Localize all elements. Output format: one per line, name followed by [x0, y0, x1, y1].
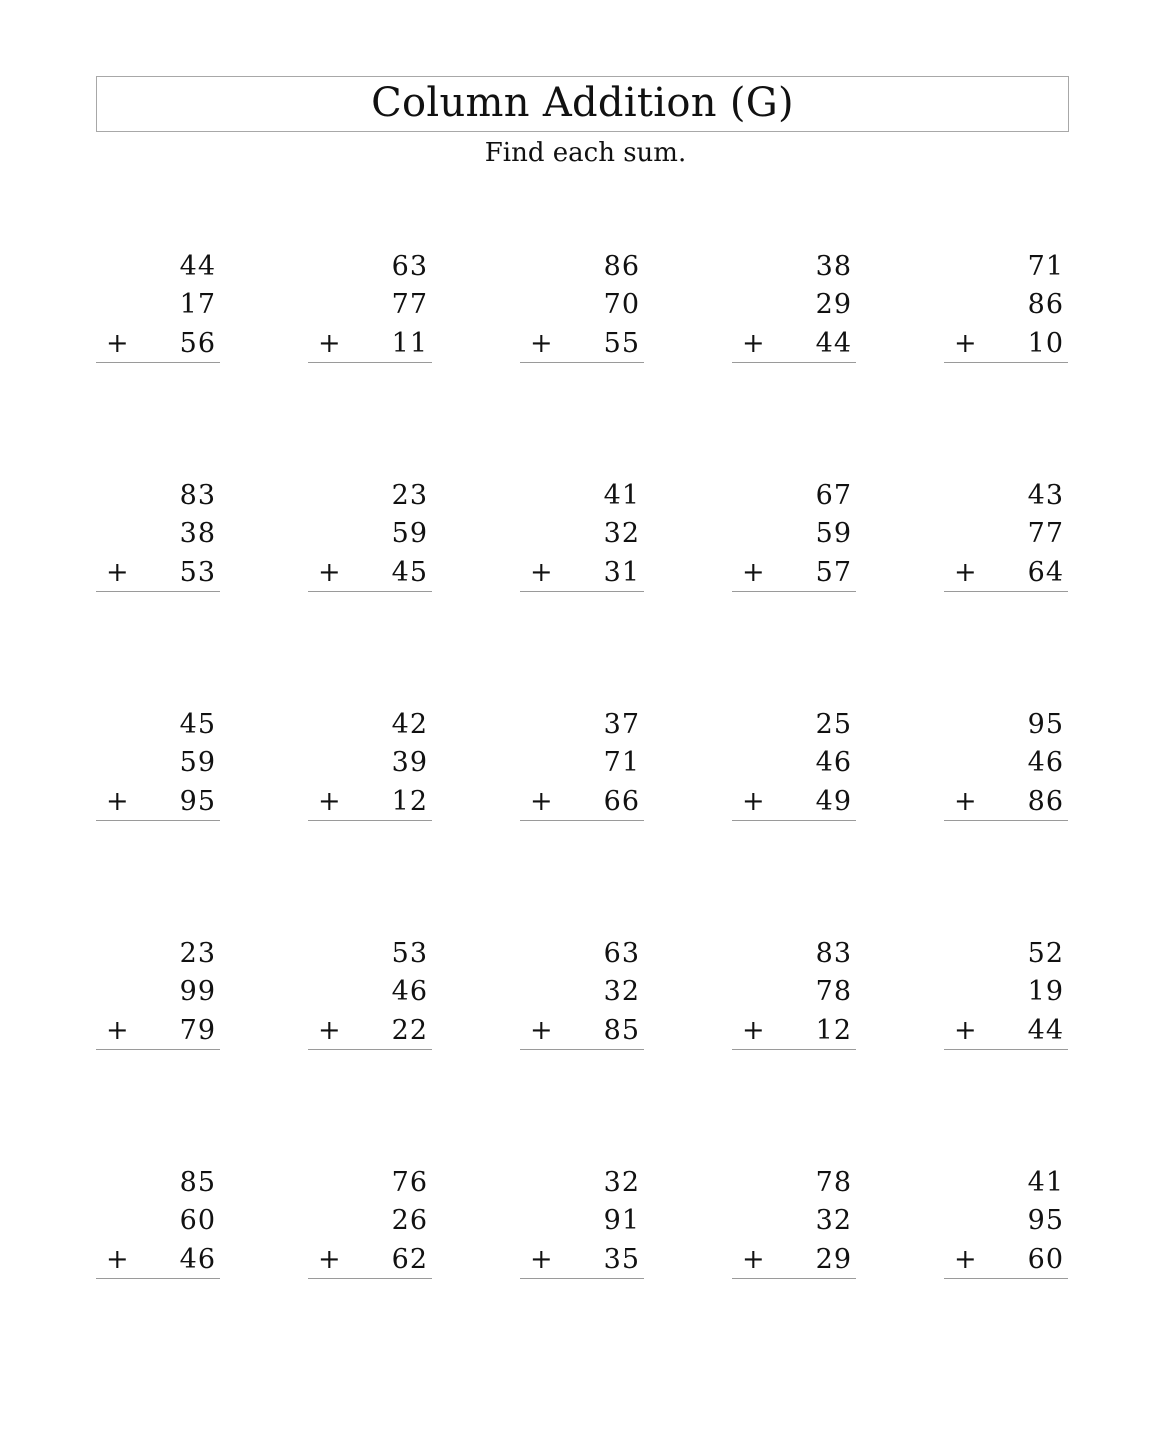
- answer-line: [732, 362, 856, 363]
- addend-2: 77: [391, 289, 428, 320]
- answer-line: [944, 1049, 1068, 1050]
- answer-line: [308, 820, 432, 821]
- addition-problem: [732, 477, 856, 706]
- title-box: [96, 76, 1069, 132]
- plus-sign: +: [530, 1015, 553, 1046]
- addend-3: 45: [391, 557, 428, 588]
- addition-problem: [944, 935, 1068, 1164]
- addend-1: 71: [1027, 251, 1064, 282]
- addend-2: 71: [603, 747, 640, 778]
- answer-line: [308, 362, 432, 363]
- addition-problem: [944, 1164, 1068, 1393]
- addend-3: 44: [815, 328, 852, 359]
- addend-1: 52: [1027, 938, 1064, 969]
- plus-sign: +: [106, 1015, 129, 1046]
- plus-sign: +: [742, 328, 765, 359]
- addition-problem: [308, 477, 432, 706]
- addend-2: 86: [1027, 289, 1064, 320]
- plus-sign: +: [742, 1244, 765, 1275]
- plus-sign: +: [530, 557, 553, 588]
- addend-3: 57: [815, 557, 852, 588]
- plus-sign: +: [530, 328, 553, 359]
- answer-line: [520, 1278, 644, 1279]
- addend-2: 59: [179, 747, 216, 778]
- addition-problem: [944, 706, 1068, 935]
- plus-sign: +: [318, 328, 341, 359]
- answer-line: [96, 1278, 220, 1279]
- plus-sign: +: [954, 786, 977, 817]
- plus-sign: +: [318, 1015, 341, 1046]
- answer-line: [308, 591, 432, 592]
- addend-2: 32: [603, 976, 640, 1007]
- problem-grid: [96, 248, 1071, 1393]
- answer-line: [520, 1049, 644, 1050]
- addition-problem: [944, 477, 1068, 706]
- addend-1: 23: [391, 480, 428, 511]
- addend-1: 67: [815, 480, 852, 511]
- answer-line: [308, 1278, 432, 1279]
- addend-3: 31: [603, 557, 640, 588]
- addend-3: 12: [815, 1015, 852, 1046]
- addend-1: 42: [391, 709, 428, 740]
- addend-3: 35: [603, 1244, 640, 1275]
- answer-line: [96, 362, 220, 363]
- plus-sign: +: [954, 1015, 977, 1046]
- addend-2: 77: [1027, 518, 1064, 549]
- addend-1: 86: [603, 251, 640, 282]
- addend-3: 53: [179, 557, 216, 588]
- addition-problem: [732, 935, 856, 1164]
- plus-sign: +: [530, 786, 553, 817]
- addition-problem: [520, 248, 644, 477]
- addition-problem: [732, 706, 856, 935]
- answer-line: [944, 362, 1068, 363]
- answer-line: [732, 1278, 856, 1279]
- addend-2: 17: [179, 289, 216, 320]
- plus-sign: +: [106, 1244, 129, 1275]
- answer-line: [520, 591, 644, 592]
- addend-3: 95: [179, 786, 216, 817]
- addend-1: 41: [603, 480, 640, 511]
- addend-2: 95: [1027, 1205, 1064, 1236]
- addend-3: 22: [391, 1015, 428, 1046]
- page-title: Column Addition (G): [371, 80, 794, 126]
- addend-2: 29: [815, 289, 852, 320]
- addend-3: 62: [391, 1244, 428, 1275]
- addend-1: 23: [179, 938, 216, 969]
- addend-1: 43: [1027, 480, 1064, 511]
- addend-3: 64: [1027, 557, 1064, 588]
- answer-line: [96, 820, 220, 821]
- addend-3: 56: [179, 328, 216, 359]
- addend-1: 38: [815, 251, 852, 282]
- addend-1: 32: [603, 1167, 640, 1198]
- addend-2: 46: [1027, 747, 1064, 778]
- answer-line: [732, 1049, 856, 1050]
- addition-problem: [96, 935, 220, 1164]
- answer-line: [520, 362, 644, 363]
- answer-line: [520, 820, 644, 821]
- addend-2: 46: [815, 747, 852, 778]
- answer-line: [944, 1278, 1068, 1279]
- instructions: Find each sum.: [484, 138, 687, 168]
- answer-line: [944, 820, 1068, 821]
- plus-sign: +: [742, 786, 765, 817]
- addition-problem: [308, 935, 432, 1164]
- addend-2: 38: [179, 518, 216, 549]
- addend-3: 85: [603, 1015, 640, 1046]
- addend-2: 59: [391, 518, 428, 549]
- addend-3: 66: [603, 786, 640, 817]
- addition-problem: [520, 1164, 644, 1393]
- answer-line: [944, 591, 1068, 592]
- addition-problem: [96, 477, 220, 706]
- addition-problem: [96, 706, 220, 935]
- plus-sign: +: [742, 557, 765, 588]
- addend-2: 99: [179, 976, 216, 1007]
- addend-2: 46: [391, 976, 428, 1007]
- plus-sign: +: [954, 328, 977, 359]
- plus-sign: +: [954, 1244, 977, 1275]
- addend-1: 83: [179, 480, 216, 511]
- addend-2: 59: [815, 518, 852, 549]
- addend-3: 11: [391, 328, 428, 359]
- addend-3: 49: [815, 786, 852, 817]
- addend-1: 44: [179, 251, 216, 282]
- addend-2: 60: [179, 1205, 216, 1236]
- addend-2: 39: [391, 747, 428, 778]
- addend-2: 78: [815, 976, 852, 1007]
- addend-1: 53: [391, 938, 428, 969]
- addition-problem: [96, 248, 220, 477]
- addend-2: 91: [603, 1205, 640, 1236]
- plus-sign: +: [954, 557, 977, 588]
- addition-problem: [520, 706, 644, 935]
- addend-1: 83: [815, 938, 852, 969]
- plus-sign: +: [318, 1244, 341, 1275]
- addend-3: 79: [179, 1015, 216, 1046]
- addend-1: 76: [391, 1167, 428, 1198]
- addend-3: 29: [815, 1244, 852, 1275]
- addend-3: 12: [391, 786, 428, 817]
- addend-3: 10: [1027, 328, 1064, 359]
- addition-problem: [944, 248, 1068, 477]
- addend-1: 63: [391, 251, 428, 282]
- addend-3: 44: [1027, 1015, 1064, 1046]
- addend-2: 32: [603, 518, 640, 549]
- plus-sign: +: [530, 1244, 553, 1275]
- plus-sign: +: [106, 557, 129, 588]
- addition-problem: [96, 1164, 220, 1393]
- addend-3: 46: [179, 1244, 216, 1275]
- addition-problem: [308, 248, 432, 477]
- addend-3: 60: [1027, 1244, 1064, 1275]
- plus-sign: +: [742, 1015, 765, 1046]
- plus-sign: +: [106, 328, 129, 359]
- answer-line: [96, 1049, 220, 1050]
- plus-sign: +: [318, 557, 341, 588]
- addend-2: 19: [1027, 976, 1064, 1007]
- addend-2: 26: [391, 1205, 428, 1236]
- addend-2: 70: [603, 289, 640, 320]
- plus-sign: +: [318, 786, 341, 817]
- answer-line: [96, 591, 220, 592]
- plus-sign: +: [106, 786, 129, 817]
- addend-1: 37: [603, 709, 640, 740]
- answer-line: [732, 820, 856, 821]
- addend-1: 95: [1027, 709, 1064, 740]
- addend-1: 85: [179, 1167, 216, 1198]
- addition-problem: [308, 706, 432, 935]
- addend-1: 41: [1027, 1167, 1064, 1198]
- addend-2: 32: [815, 1205, 852, 1236]
- addition-problem: [520, 477, 644, 706]
- addend-1: 45: [179, 709, 216, 740]
- addend-3: 55: [603, 328, 640, 359]
- addition-problem: [732, 1164, 856, 1393]
- addend-1: 78: [815, 1167, 852, 1198]
- addition-problem: [732, 248, 856, 477]
- answer-line: [732, 591, 856, 592]
- addition-problem: [520, 935, 644, 1164]
- addend-1: 63: [603, 938, 640, 969]
- addition-problem: [308, 1164, 432, 1393]
- answer-line: [308, 1049, 432, 1050]
- addend-3: 86: [1027, 786, 1064, 817]
- addend-1: 25: [815, 709, 852, 740]
